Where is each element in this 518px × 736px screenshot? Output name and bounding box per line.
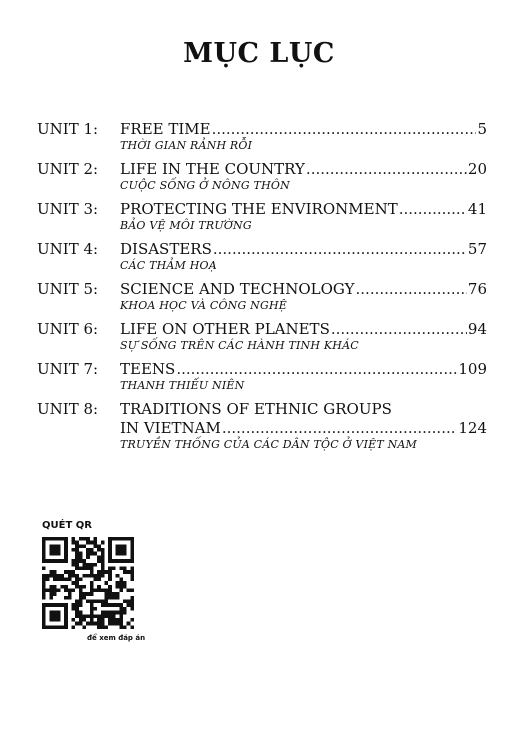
toc-unit-subtitle: KHOA HỌC VÀ CÔNG NGHỆ <box>120 299 288 312</box>
toc-unit-title-continued: IN VIETNAM <box>120 419 221 437</box>
toc-unit-title: TRADITIONS OF ETHNIC GROUPS <box>120 400 392 418</box>
toc-unit-title: SCIENCE AND TECHNOLOGY <box>120 280 355 298</box>
toc-unit-number: UNIT 2: <box>37 160 99 178</box>
toc-unit-subtitle: BẢO VỆ MÔI TRƯỜNG <box>120 219 252 232</box>
page-title: MỤC LỤC <box>183 38 335 69</box>
toc-page-number: 124 <box>458 419 487 437</box>
toc-page-number: 76 <box>467 280 487 298</box>
toc-unit-number: UNIT 7: <box>37 360 99 378</box>
toc-leader <box>222 419 458 438</box>
toc-entry[interactable] <box>37 280 487 313</box>
toc-entry[interactable] <box>37 160 487 193</box>
toc-page-number: 41 <box>467 200 487 218</box>
toc-unit-subtitle: THỜI GIAN RẢNH RỖI <box>120 139 253 152</box>
toc-leader <box>331 320 467 339</box>
toc-page-number: 109 <box>458 360 487 378</box>
toc-entry[interactable] <box>37 360 487 393</box>
toc-unit-number: UNIT 1: <box>37 120 99 138</box>
toc-unit-subtitle: CÁC THẢM HOẠ <box>120 259 217 272</box>
toc-entry[interactable] <box>37 400 487 452</box>
toc-unit-number: UNIT 4: <box>37 240 99 258</box>
toc-entry[interactable] <box>37 320 487 353</box>
toc-unit-number: UNIT 8: <box>37 400 99 418</box>
toc-page-number: 5 <box>477 120 487 138</box>
toc-unit-number: UNIT 6: <box>37 320 99 338</box>
toc-leader <box>212 120 477 139</box>
toc-leader <box>356 280 467 299</box>
qr-label: QUÉT QR <box>42 520 92 531</box>
toc-page-number: 94 <box>467 320 487 338</box>
toc-unit-title: FREE TIME <box>120 120 211 138</box>
toc-unit-title: PROTECTING THE ENVIRONMENT <box>120 200 398 218</box>
toc-entry[interactable] <box>37 240 487 273</box>
toc-unit-title: DISASTERS <box>120 240 212 258</box>
toc-entry[interactable] <box>37 120 487 153</box>
toc-unit-subtitle: SỰ SỐNG TRÊN CÁC HÀNH TINH KHÁC <box>120 339 359 352</box>
toc-leader <box>176 360 457 379</box>
toc-page-number: 57 <box>467 240 487 258</box>
table-of-contents <box>37 120 487 459</box>
toc-unit-subtitle: CUỘC SỐNG Ở NÔNG THÔN <box>120 179 290 192</box>
toc-unit-number: UNIT 5: <box>37 280 99 298</box>
qr-code-icon[interactable] <box>42 537 134 629</box>
toc-unit-subtitle: THANH THIẾU NIÊN <box>120 379 245 392</box>
qr-caption: để xem đáp án <box>87 634 146 642</box>
toc-unit-number: UNIT 3: <box>37 200 99 218</box>
toc-unit-title: LIFE IN THE COUNTRY <box>120 160 305 178</box>
toc-page-number: 20 <box>467 160 487 178</box>
toc-unit-title: LIFE ON OTHER PLANETS <box>120 320 330 338</box>
toc-leader <box>399 200 467 219</box>
toc-unit-subtitle: TRUYỀN THỐNG CỦA CÁC DÂN TỘC Ở VIỆT NAM <box>120 438 418 451</box>
toc-unit-title: TEENS <box>120 360 176 378</box>
toc-leader <box>213 240 467 259</box>
toc-leader <box>306 160 467 179</box>
toc-entry[interactable] <box>37 200 487 233</box>
